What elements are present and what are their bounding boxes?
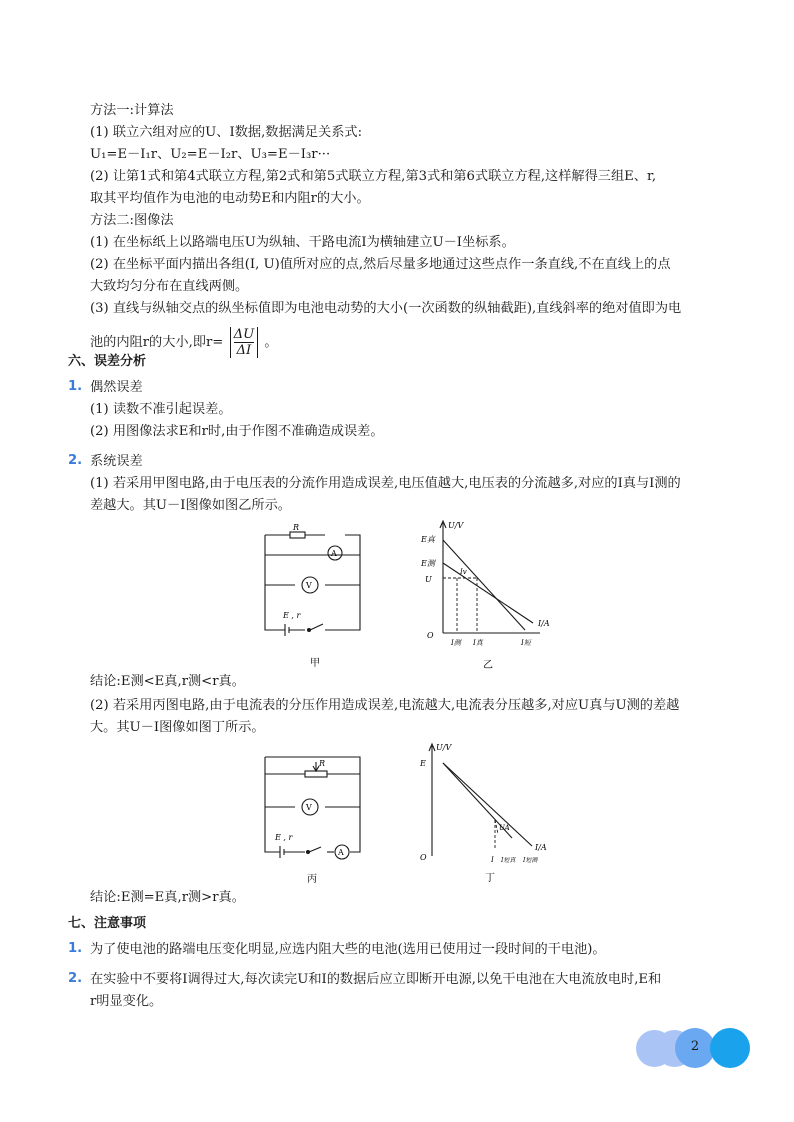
section7-item2-line2: r明显变化。: [90, 994, 163, 1009]
figure-ding-graph: [415, 738, 575, 888]
figure-yi-U: U: [425, 575, 432, 584]
figure-yi-E-true: E真: [421, 535, 435, 544]
section7-title: 七、注意事项: [68, 916, 147, 931]
method2-step2-line2: 大致均匀分布在直线两侧。: [90, 279, 249, 294]
section7-item1-number: 1.: [68, 941, 83, 956]
section7-item2-line1: 在实验中不要将I调得过大,每次读完U和I的数据后应立即断开电源,以免干电池在大电流放电时,E和: [90, 972, 662, 987]
page-number-badge: [636, 1028, 751, 1068]
figure-yi-E-meas: E测: [421, 559, 435, 568]
section6-item1-title: 偶然误差: [90, 380, 143, 395]
figure-ding-I-short-meas: I短测: [523, 857, 538, 864]
formula-period: 。: [264, 335, 278, 350]
method1-step2-line2: 取其平均值作为电池的电动势E和内阻r的大小。: [90, 191, 370, 206]
section7-item1-text: 为了使电池的路端电压变化明显,应选内阻大些的电池(选用已使用过一段时间的干电池)。: [90, 942, 606, 957]
figure-bing-circuit: [255, 752, 370, 887]
figure-bing-R: R: [319, 759, 326, 768]
figure-bing-A: A: [338, 848, 344, 857]
figure-ding-xaxis: I/A: [535, 843, 547, 852]
figure-ding-E: E: [420, 759, 426, 768]
section6-item2-p2-line1: (2) 若采用丙图电路,由于电流表的分压作用造成误差,电流越大,电流表分压越多,对应U真与U测的差越: [90, 698, 680, 713]
method2-title: 方法二:图像法: [90, 213, 174, 228]
figure-jia-R: R: [293, 523, 300, 532]
method1-title: 方法一:计算法: [90, 103, 174, 118]
page-number: 2: [690, 1039, 700, 1054]
section6-item1-number: 1.: [68, 379, 83, 394]
figure-yi-yaxis: U/V: [448, 521, 464, 530]
figure-ding-I-short-true: I短真: [501, 857, 516, 864]
method1-step1: (1) 联立六组对应的U、I数据,数据满足关系式:: [90, 125, 363, 140]
section6-item2-p1-line2: 差越大。其U－I图像如图乙所示。: [90, 498, 291, 513]
figure-jia-Er: E , r: [283, 611, 301, 620]
section6-item1-p2: (2) 用图像法求E和r时,由于作图不准确造成误差。: [90, 424, 384, 439]
section6-item2-p1-line1: (1) 若采用甲图电路,由于电压表的分流作用造成误差,电压值越大,电压表的分流越多,对应的I真与I测的: [90, 476, 681, 491]
section7-item2-number: 2.: [68, 971, 83, 986]
figure-yi-label: 乙: [483, 660, 493, 671]
method2-step3-text: 池的内阻r的大小,即r=: [90, 335, 224, 350]
conclusion-2: 结论:E测=E真,r测>r真。: [90, 890, 245, 905]
figure-jia-A: A: [331, 549, 337, 558]
figure-yi-xaxis: I/A: [538, 619, 550, 628]
figure-jia-circuit: [255, 523, 370, 670]
figure-yi-graph: [415, 518, 575, 673]
method1-step2-line1: (2) 让第1式和第4式联立方程,第2式和第5式联立方程,第3式和第6式联立方程,这样解得三组E、r,: [90, 169, 657, 184]
figure-jia-label: 甲: [310, 658, 320, 669]
section6-item1-p1: (1) 读数不准引起误差。: [90, 402, 232, 417]
figure-bing-Er: E , r: [275, 833, 293, 842]
method2-step3-line1: (3) 直线与纵轴交点的纵坐标值即为电池电动势的大小(一次函数的纵轴截距),直线斜率的绝对值即为电: [90, 301, 682, 316]
figure-yi-I-meas: I测: [451, 639, 461, 647]
figure-yi-I-true: I真: [473, 639, 483, 647]
figure-ding-I: I: [491, 856, 494, 864]
resistance-formula: [230, 327, 259, 358]
section6-item2-p2-line2: 大。其U－I图像如图丁所示。: [90, 720, 265, 735]
figure-jia-V: V: [306, 581, 312, 590]
method1-equations: U₁=E－I₁r、U₂=E－I₂r、U₃=E－I₃r···: [90, 147, 331, 162]
method2-step1: (1) 在坐标纸上以路端电压U为纵轴、干路电流I为横轴建立U－I坐标系。: [90, 235, 515, 250]
section6-item2-number: 2.: [68, 453, 83, 468]
figure-ding-label: 丁: [485, 873, 495, 884]
formula-denominator: ΔI: [236, 343, 252, 358]
page-badge-right-circle: [710, 1028, 750, 1068]
figure-ding-origin: O: [420, 853, 427, 862]
figure-bing-label: 丙: [307, 874, 317, 885]
figure-bing-V: V: [306, 803, 312, 812]
figure-yi-origin: O: [427, 631, 434, 640]
section6-title: 六、误差分析: [68, 354, 147, 369]
section6-item2-title: 系统误差: [90, 454, 143, 469]
figure-ding-yaxis: U/V: [436, 743, 452, 752]
conclusion-1: 结论:E测<E真,r测<r真。: [90, 674, 245, 689]
method2-step2-line1: (2) 在坐标平面内描出各组(I, U)值所对应的点,然后尽量多地通过这些点作一条直线,不在直线上的点: [90, 257, 671, 272]
figure-yi-I-short: I短: [521, 639, 531, 647]
formula-numerator: ΔU: [233, 327, 255, 342]
figure-yi-Iv: Iv: [460, 568, 467, 576]
figure-ding-UA: UA: [499, 824, 510, 832]
